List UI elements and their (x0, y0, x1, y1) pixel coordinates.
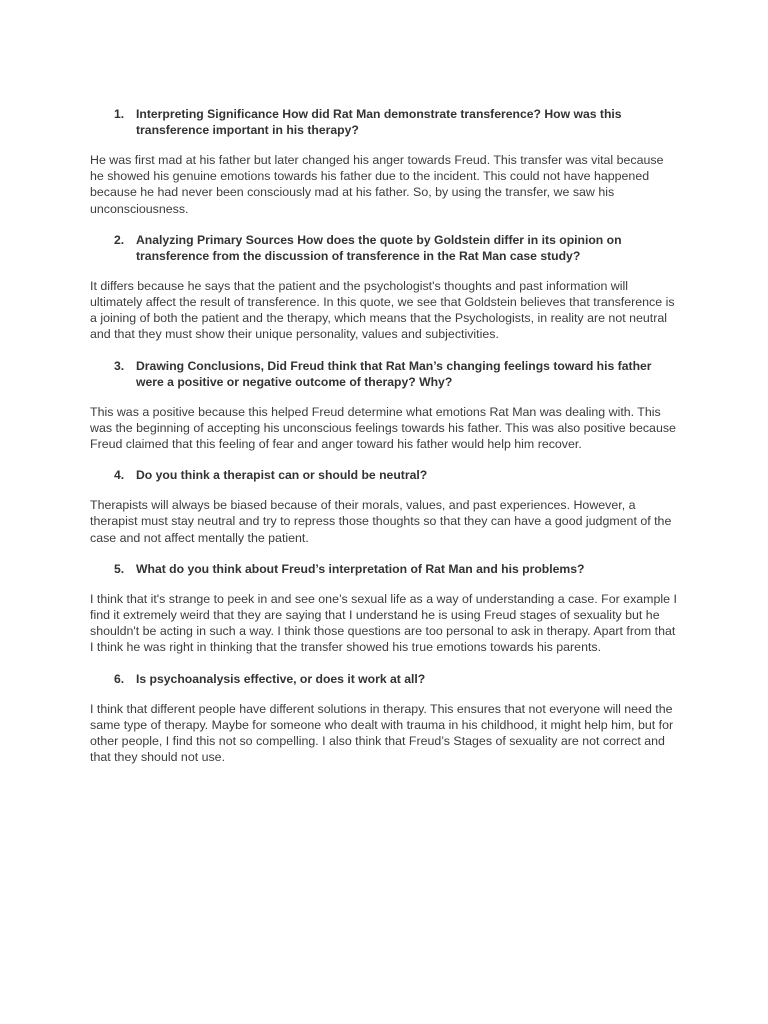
qa-item-3 (90, 358, 680, 453)
answer-6: I think that different people have different solutions in therapy. This ensures that not everyone will need the same type of therapy. Maybe for someone who dealt with trauma in his childhood, it might help him, but for other people, I find this not so compelling. I also think that Freud’s Stages of sexuality are not correct and that they should not use. (90, 701, 674, 765)
question-1 (90, 106, 680, 138)
question-2 (90, 232, 680, 264)
question-4 (90, 467, 680, 483)
qa-item-5 (90, 561, 680, 656)
question-number: 1. (114, 107, 125, 121)
question-text: What do you think about Freud’s interpretation of Rat Man and his problems? (136, 561, 585, 576)
qa-item-6 (90, 671, 680, 766)
question-text: Analyzing Primary Sources How does the quote by Goldstein differ in its opinion on transference from the discussion of transference in the Rat Man case study? (136, 232, 622, 263)
question-number: 2. (114, 232, 125, 247)
qa-item-2 (90, 232, 680, 343)
answer-4: Therapists will always be biased because of their morals, values, and past experiences. However, a therapist must stay neutral and try to repress those thoughts so that they can have a good judgment of the case and not affect mentally the patient. (90, 498, 672, 545)
question-number: 6. (114, 671, 125, 686)
question-number: 3. (114, 358, 125, 373)
question-6 (90, 671, 680, 687)
qa-item-4 (90, 467, 680, 546)
question-text: Drawing Conclusions, Did Freud think that Rat Man’s changing feelings toward his father were a positive or negative outcome of therapy? Why? (136, 358, 652, 389)
question-5 (90, 561, 680, 577)
question-number: 5. (114, 561, 125, 576)
answer-5: I think that it's strange to peek in and see one’s sexual life as a way of understanding a case. For example I find it extremely weird that they are saying that I understand he is using Freud stages of sexuality but he shouldn't be acting in such a way. I think those questions are too personal to ask in therapy. Apart from that I think he was right in thinking that the transfer showed his true emotions towards his parents. (90, 591, 677, 655)
question-text: Is psychoanalysis effective, or does it work at all? (136, 671, 426, 686)
qa-item-1 (90, 106, 680, 217)
question-text: Do you think a therapist can or should be neutral? (136, 468, 428, 483)
answer-2: It differs because he says that the patient and the psychologist's thoughts and past information will ultimately affect the result of transference. In this quote, we see that Goldstein believes that transference is a joining of both the patient and the therapy, which means that the Psychologists, in reality are not neutral and that they must show their unique personality, values and subjectivities. (90, 278, 675, 342)
question-text: Interpreting Significance How did Rat Man demonstrate transference? How was this transference important in his therapy? (136, 107, 622, 137)
question-3 (90, 358, 680, 390)
answer-1: He was first mad at his father but later changed his anger towards Freud. This transfer was vital because he showed his genuine emotions towards his father due to the incident. This could not have happened because he had never been consciously mad at his father. So, by using the transfer, we saw his unconsciousness. (90, 153, 664, 216)
answer-3: This was a positive because this helped Freud determine what emotions Rat Man was dealing with. This was the beginning of accepting his unconscious feelings towards his father. This was also positive because Freud claimed that this feeling of fear and anger toward his father would help him recover. (90, 404, 676, 452)
question-number: 4. (114, 468, 125, 483)
